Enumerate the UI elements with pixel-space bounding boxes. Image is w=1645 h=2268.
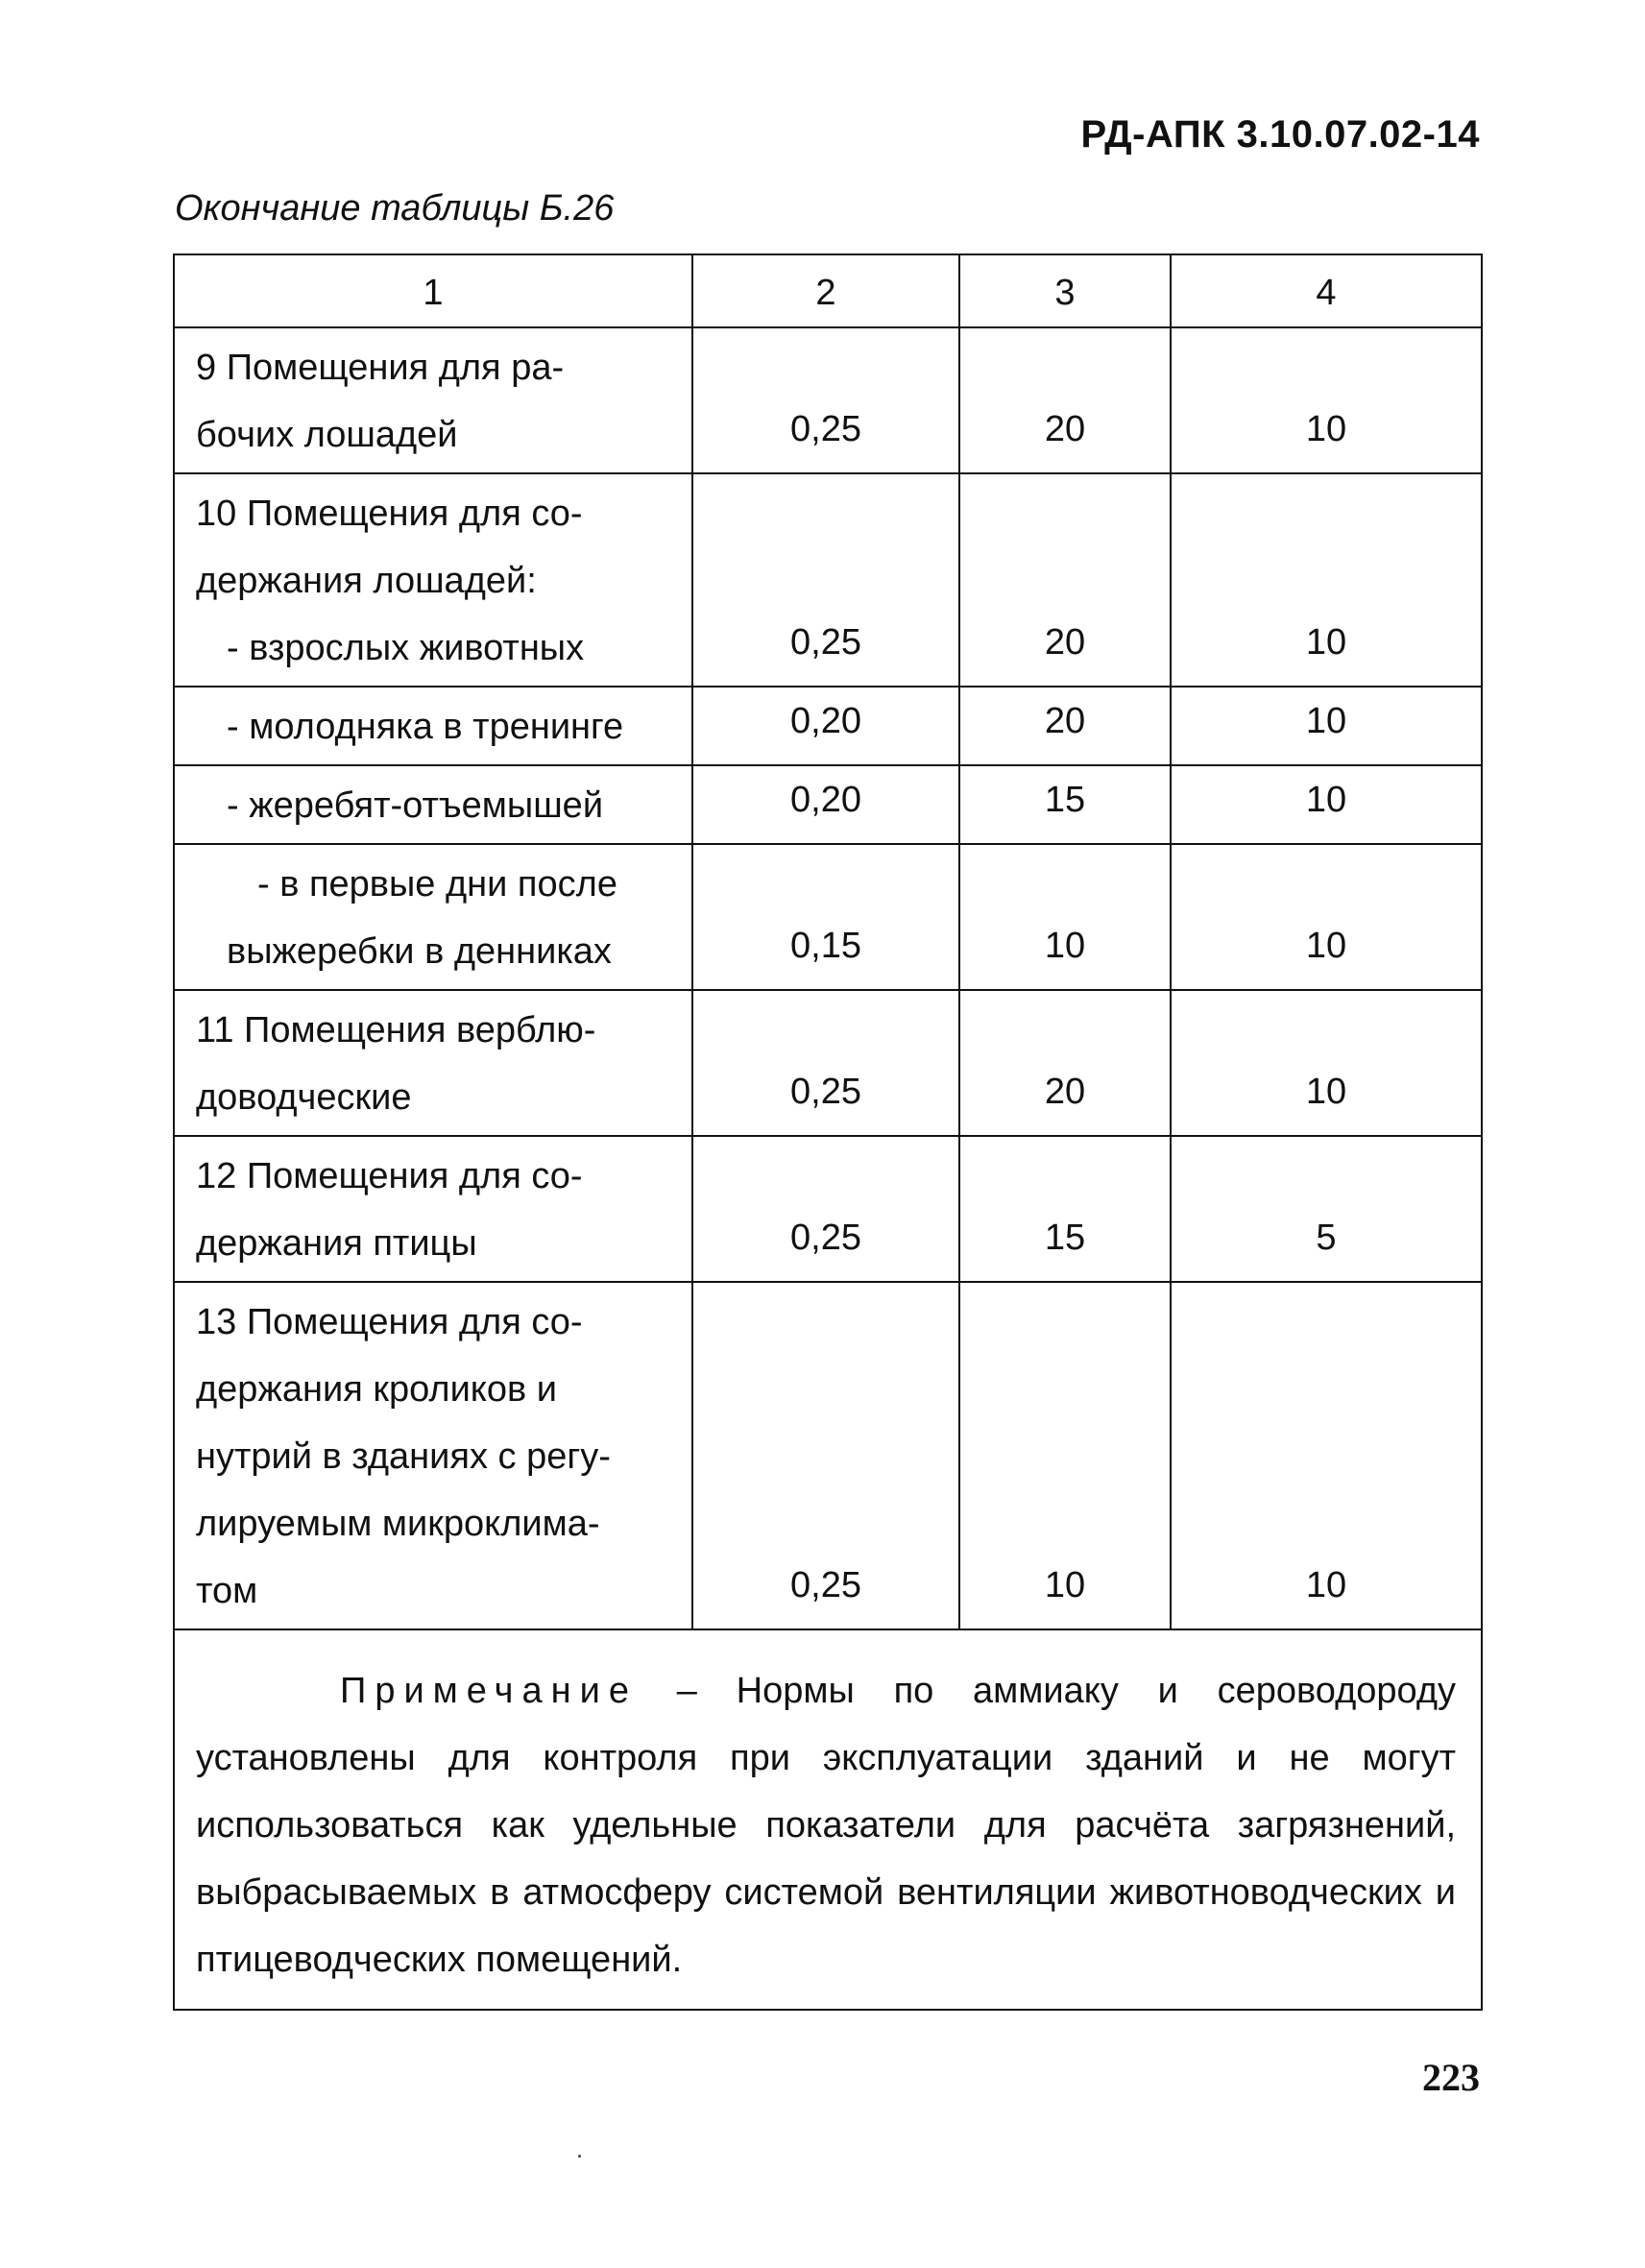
value-cell: 0,15 bbox=[692, 844, 959, 990]
note-label: Примечание bbox=[340, 1671, 638, 1711]
table-row bbox=[174, 327, 1482, 473]
row-name-cell bbox=[174, 765, 692, 844]
table-row bbox=[174, 990, 1482, 1136]
value-cell: 20 bbox=[959, 687, 1171, 765]
value-cell: 0,25 bbox=[692, 327, 959, 473]
value-cell: 10 bbox=[1171, 990, 1482, 1136]
row-name-cell bbox=[174, 1136, 692, 1282]
row-name-line: том bbox=[196, 1571, 258, 1611]
note-cell bbox=[174, 1629, 1482, 2010]
table-row bbox=[174, 844, 1482, 990]
row-name-line: нутрий в зданиях с регу- bbox=[196, 1436, 611, 1477]
row-name-cell bbox=[174, 327, 692, 473]
row-name-line: доводческие bbox=[196, 1077, 412, 1118]
row-name-line: - молодняка в тренинге bbox=[227, 707, 624, 747]
row-name-line: выжеребки в денниках bbox=[227, 931, 612, 972]
row-name-line: 12 Помещения для со- bbox=[196, 1156, 583, 1196]
table-row bbox=[174, 1282, 1482, 1629]
row-name-line: - в первые дни после bbox=[257, 864, 617, 905]
row-name-line: - жеребят-отъемышей bbox=[227, 785, 604, 826]
table-header-row bbox=[174, 254, 1482, 327]
value-cell: 15 bbox=[959, 1136, 1171, 1282]
note-text: – Нормы по аммиаку и сероводороду установлены для контроля при эксплуатации зданий и не могут использоваться как удельные показатели для расчёта загрязнений, выбрасываемых в атмосферу системой вентиляции животноводческих и птицеводческих помещений. bbox=[196, 1671, 1456, 1980]
header-cell: 2 bbox=[692, 254, 959, 327]
row-name-line: бочих лошадей bbox=[196, 415, 458, 455]
norms-table bbox=[173, 253, 1483, 2011]
value-cell: 0,25 bbox=[692, 473, 959, 687]
row-name-line: держания лошадей: bbox=[196, 561, 537, 601]
value-cell: 10 bbox=[1171, 765, 1482, 844]
value-cell: 20 bbox=[959, 473, 1171, 687]
value-cell: 20 bbox=[959, 990, 1171, 1136]
table-row bbox=[174, 473, 1482, 687]
value-cell: 0,25 bbox=[692, 990, 959, 1136]
document-code: РД-АПК 3.10.07.02-14 bbox=[1080, 113, 1480, 156]
row-name-cell bbox=[174, 473, 692, 687]
header-cell: 1 bbox=[174, 254, 692, 327]
row-name-line: лируемым микроклима- bbox=[196, 1504, 600, 1544]
value-cell: 5 bbox=[1171, 1136, 1482, 1282]
row-name-cell bbox=[174, 1282, 692, 1629]
value-cell: 0,25 bbox=[692, 1282, 959, 1629]
value-cell: 10 bbox=[1171, 327, 1482, 473]
row-name-line: держания кроликов и bbox=[196, 1369, 557, 1410]
value-cell: 15 bbox=[959, 765, 1171, 844]
value-cell: 10 bbox=[1171, 687, 1482, 765]
value-cell: 0,20 bbox=[692, 765, 959, 844]
row-name-line: 9 Помещения для ра- bbox=[196, 348, 565, 388]
row-name-line: 11 Помещения верблю- bbox=[196, 1010, 596, 1050]
page-number: 223 bbox=[1422, 2056, 1480, 2099]
header-cell: 4 bbox=[1171, 254, 1482, 327]
value-cell: 10 bbox=[1171, 473, 1482, 687]
value-cell: 10 bbox=[1171, 1282, 1482, 1629]
row-name-cell bbox=[174, 990, 692, 1136]
note-row bbox=[174, 1629, 1482, 2010]
table-row bbox=[174, 765, 1482, 844]
table-row bbox=[174, 1136, 1482, 1282]
value-cell: 0,20 bbox=[692, 687, 959, 765]
value-cell: 0,25 bbox=[692, 1136, 959, 1282]
row-name-line: 13 Помещения для со- bbox=[196, 1302, 583, 1342]
value-cell: 10 bbox=[959, 844, 1171, 990]
row-name-line: 10 Помещения для со- bbox=[196, 494, 583, 534]
value-cell: 10 bbox=[1171, 844, 1482, 990]
table-row bbox=[174, 687, 1482, 765]
row-name-line: - взрослых животных bbox=[227, 628, 585, 668]
row-name-line: держания птицы bbox=[196, 1223, 477, 1264]
value-cell: 20 bbox=[959, 327, 1171, 473]
value-cell: 10 bbox=[959, 1282, 1171, 1629]
table-caption: Окончание таблицы Б.26 bbox=[175, 188, 615, 229]
header-cell: 3 bbox=[959, 254, 1171, 327]
scan-speck bbox=[578, 2155, 581, 2158]
row-name-cell bbox=[174, 687, 692, 765]
row-name-cell bbox=[174, 844, 692, 990]
